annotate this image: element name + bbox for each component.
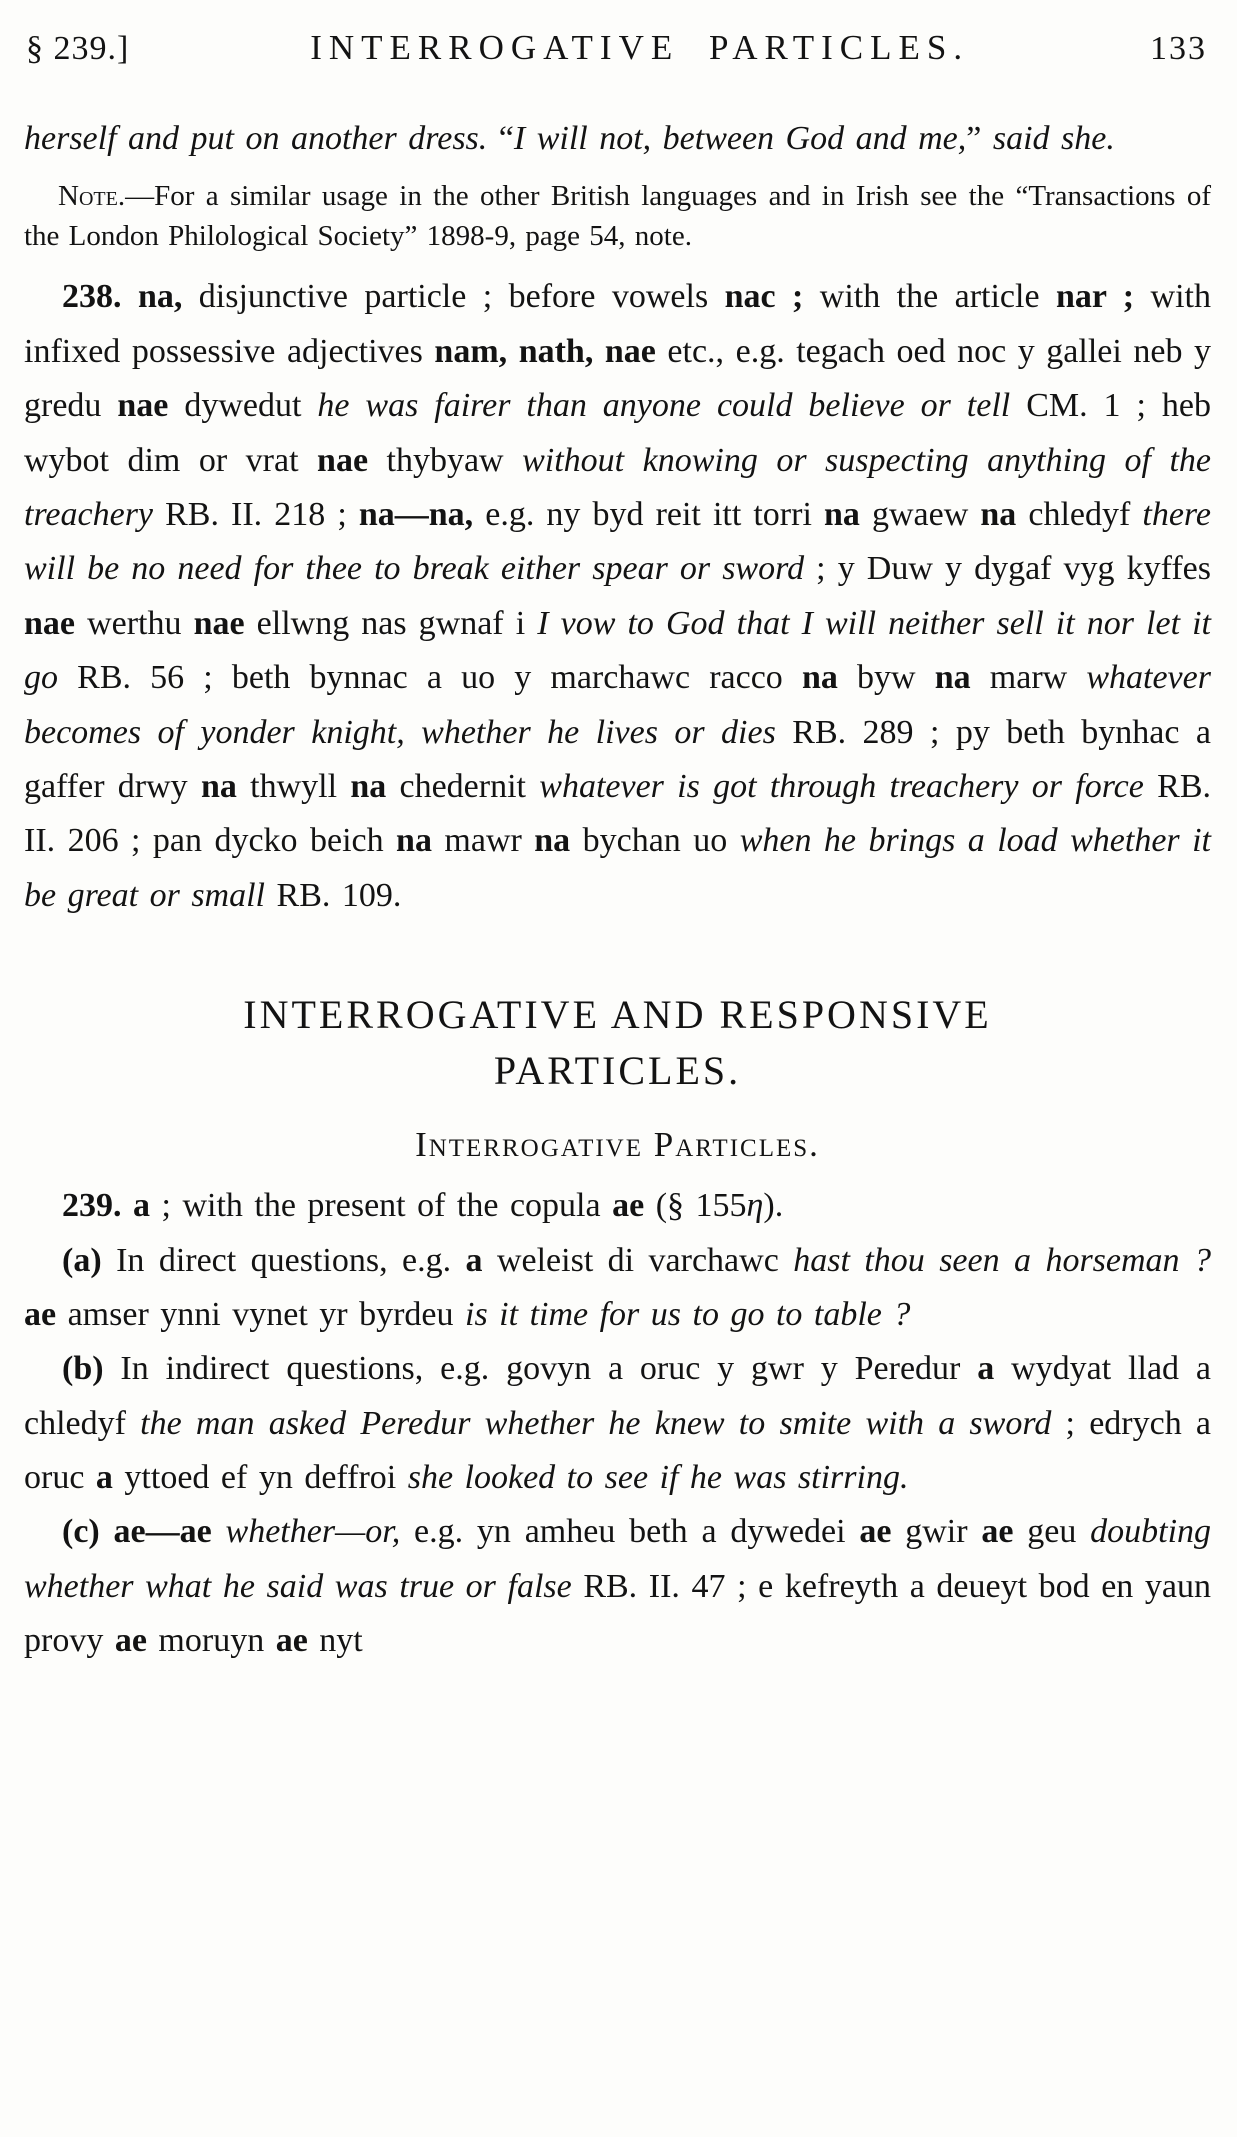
continuation-paragraph: herself and put on another dress. “I will not, between God and me,” said she. <box>24 120 1115 157</box>
section-mark: § 239.] <box>26 30 130 67</box>
running-title: INTERROGATIVE PARTICLES. <box>310 28 970 67</box>
paragraph-238: 238. na, disjunctive particle ; before vowels nac ; with the article nar ; with infixed possessive adjectives nam, nath, nae etc., e.g. tegach oed noc y gallei neb y gredu nae dywedut he was fairer than anyone could believe or tell CM. 1 ; heb wybot dim or vrat nae thybyaw without knowing or suspecting anything of the treachery RB. II. 218 ; na—na, e.g. ny byd reit itt torri na gwaew na chledyf there will be no need for thee to break either spear or sword ; y Duw y dygaf vyg kyffes nae werthu nae ellwng nas gwnaf i I vow to God that I will neither sell it nor let it go RB. 56 ; beth bynnac a uo y marchawc racco na byw na marw whatever becomes of yonder knight, whether he lives or dies RB. 289 ; py beth bynhac a gaffer drwy na thwyll na chedernit whatever is got through treachery or force RB. II. 206 ; pan dycko beich na mawr na bychan uo when he brings a load whether it be great or small RB. 109. <box>24 278 1212 914</box>
page-header <box>26 28 1207 68</box>
note-paragraph: Note.—For a similar usage in the other British languages and in Irish see the “Transactions of the London Philological Society” 1898-9, page 54, note. <box>24 180 1211 253</box>
section-heading <box>24 987 1211 1099</box>
paragraph-239c: (c) ae—ae whether—or, e.g. yn amheu beth a dywedei ae gwir ae geu doubting whether what he said was true or false RB. II. 47 ; e kefreyth a deueyt bod en yaun provy ae moruyn ae nyt <box>24 1513 1212 1660</box>
subsection-heading: Interrogative Particles. <box>415 1125 820 1165</box>
section-heading-line1: INTERROGATIVE AND RESPONSIVE <box>243 992 992 1038</box>
page-number: 133 <box>1149 30 1207 67</box>
paragraph-239-intro: 239. a ; with the present of the copula ae (§ 155η). <box>62 1187 784 1225</box>
paragraph-239b: (b) In indirect questions, e.g. govyn a oruc y gwr y Peredur a wydyat llad a chledyf the man asked Peredur whether he knew to smite with a sword ; edrych a oruc a yttoed ef yn deffroi she looked to see if he was stirring. <box>24 1350 1212 1497</box>
section-heading-line2: PARTICLES. <box>493 1048 742 1094</box>
paragraph-239a: (a) In direct questions, e.g. a weleist di varchawc hast thou seen a horseman ? ae amser ynni vynet yr byrdeu is it time for us to go to table ? <box>24 1241 1211 1333</box>
